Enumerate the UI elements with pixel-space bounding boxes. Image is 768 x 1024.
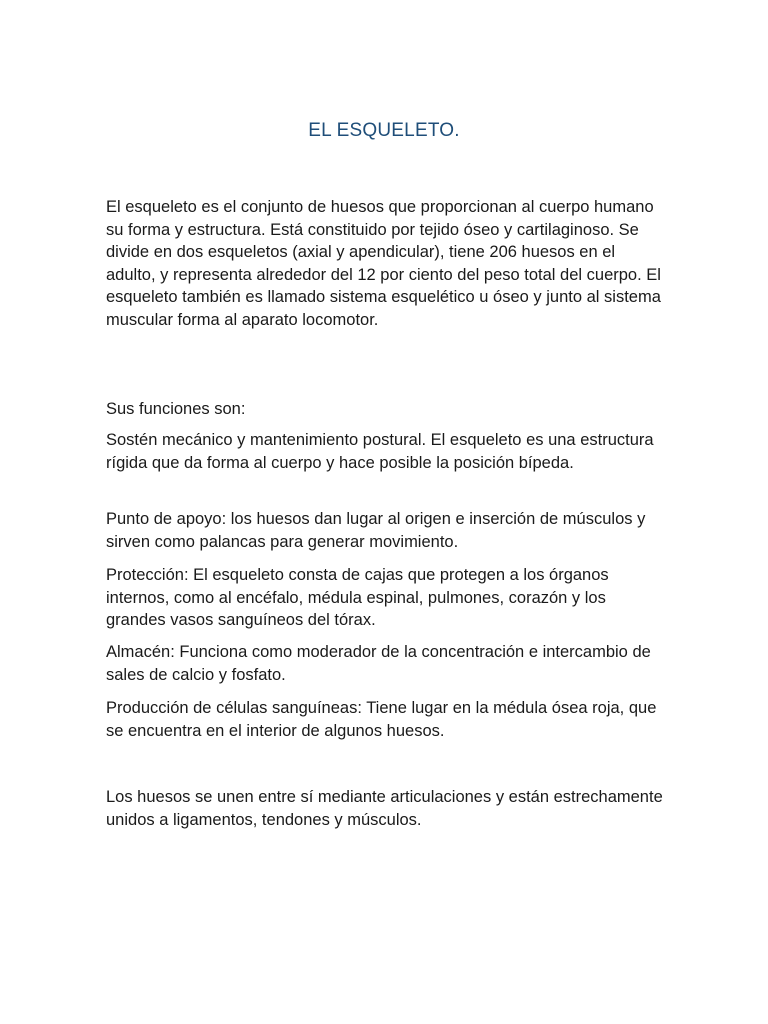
function-item-support: Sostén mecánico y mantenimiento postural. El esqueleto es una estructura rígida que da forma al cuerpo y hace posible la posición bípeda. <box>106 431 654 472</box>
intro-paragraph: El esqueleto es el conjunto de huesos que proporcionan al cuerpo humano su forma y estructura. Está constituido por tejido óseo y cartilaginoso. Se divide en dos esqueletos (axial y apendicular), tiene 206 huesos en el adulto, y representa alrededor del 12 por ciento del peso total del cuerpo. El esqueleto también es llamado sistema esquelético u óseo y junto al sistema muscular forma al aparato locomotor. <box>106 198 661 329</box>
page-title: EL ESQUELETO. <box>308 120 460 141</box>
function-item-blood-production: Producción de células sanguíneas: Tiene lugar en la médula ósea roja, que se encuentra en el interior de algunos huesos. <box>106 699 657 740</box>
functions-heading: Sus funciones son: <box>106 400 246 418</box>
function-item-leverage: Punto de apoyo: los huesos dan lugar al origen e inserción de músculos y sirven como palancas para generar movimiento. <box>106 510 646 551</box>
closing-paragraph: Los huesos se unen entre sí mediante articulaciones y están estrechamente unidos a ligamentos, tendones y músculos. <box>106 788 663 829</box>
function-item-storage: Almacén: Funciona como moderador de la concentración e intercambio de sales de calcio y fosfato. <box>106 643 651 684</box>
function-item-protection: Protección: El esqueleto consta de cajas que protegen a los órganos internos, como al encéfalo, médula espinal, pulmones, corazón y los grandes vasos sanguíneos del tórax. <box>106 566 609 629</box>
